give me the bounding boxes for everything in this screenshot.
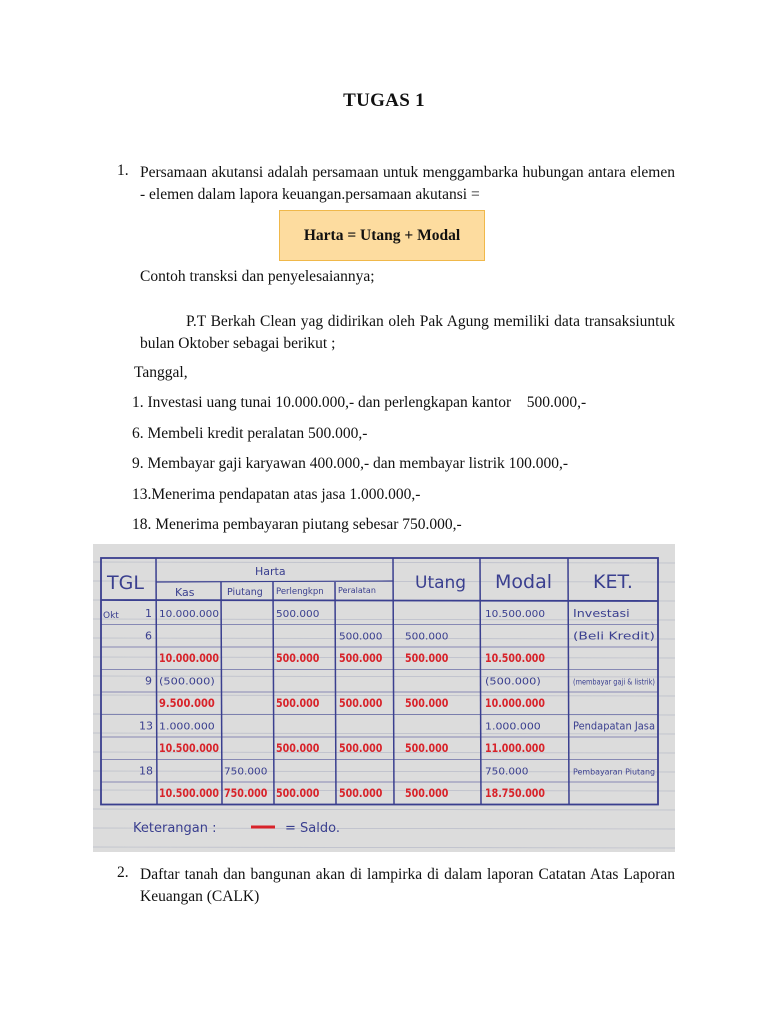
cell-peralatan: 500.000 — [339, 651, 383, 665]
cell-modal: 10.500.000 — [485, 651, 545, 665]
cell-utang: 500.000 — [405, 651, 449, 665]
header-utang: Utang — [415, 573, 467, 593]
cell-perlengkapan: 500.000 — [276, 741, 320, 755]
cell-tgl: 13 — [139, 719, 153, 733]
header-piutang: Piutang — [227, 587, 263, 598]
cell-peralatan: 500.000 — [339, 696, 383, 710]
header-line — [101, 600, 658, 601]
cell-modal: 18.750.000 — [485, 786, 545, 800]
cell-tgl: 6 — [145, 629, 152, 643]
date-label: Tanggal, — [134, 364, 188, 381]
cell-piutang: 750.000 — [224, 786, 268, 800]
cell-ket: Pembayaran Piutang — [573, 767, 656, 777]
header-tgl: TGL — [107, 572, 144, 594]
cell-modal: (500.000) — [485, 676, 541, 688]
transaction-6: 6. Membeli kredit peralatan 500.000,- — [132, 425, 368, 442]
cell-perlengkapan: 500.000 — [276, 696, 320, 710]
header-perlengkapan: Perlengkpn — [276, 587, 324, 597]
example-intro: Contoh transksi dan penyelesaiannya; — [140, 268, 375, 285]
cell-tgl: 18 — [139, 764, 153, 778]
cell-modal: 10.500.000 — [485, 609, 545, 620]
cell-tgl: 9 — [145, 674, 152, 688]
paper-rule-line — [93, 809, 675, 810]
transaction-9: 9. Membayar gaji karyawan 400.000,- dan membayar listrik 100.000,- — [132, 455, 569, 472]
cell-kas: 10.000.000 — [159, 651, 219, 665]
cell-utang: 500.000 — [405, 631, 449, 643]
cell-kas: 9.500.000 — [159, 696, 215, 710]
page-title: TUGAS 1 — [343, 90, 425, 111]
item-1-text: Persamaan akutansi adalah persamaan untuk menggambarka hubungan antara elemen - elemen dalam lapora keuangan.persamaan akutansi = — [140, 164, 675, 203]
column-line — [273, 582, 274, 805]
item-2-text: Daftar tanah dan bangunan akan di lampirka di dalam laporan Catatan Atas Laporan Keuangan (CALK) — [140, 866, 675, 905]
handwritten-table-photo — [93, 544, 675, 852]
cell-kas: 1.000.000 — [159, 721, 215, 733]
cell-perlengkapan: 500.000 — [276, 786, 320, 800]
header-kas: Kas — [175, 586, 195, 599]
item-2-number: 2. — [117, 864, 129, 881]
cell-peralatan: 500.000 — [339, 631, 383, 643]
cell-piutang: 750.000 — [224, 766, 268, 778]
transaction-18: 18. Menerima pembayaran piutang sebesar 750.000,- — [132, 516, 462, 533]
header-peralatan: Peralatan — [338, 586, 376, 595]
cell-ket: Pendapatan Jasa — [573, 720, 655, 733]
cell-kas: 10.000.000 — [159, 609, 219, 620]
cell-tgl: 1 — [145, 607, 152, 620]
header-modal: Modal — [495, 571, 552, 593]
cell-peralatan: 500.000 — [339, 741, 383, 755]
cell-perlengkapan: 500.000 — [276, 609, 320, 620]
cell-ket: (Beli Kredit) — [573, 630, 655, 643]
cell-utang: 500.000 — [405, 741, 449, 755]
cell-utang: 500.000 — [405, 696, 449, 710]
column-line — [335, 582, 336, 805]
column-line — [480, 558, 481, 805]
cell-modal: 10.000.000 — [485, 696, 545, 710]
column-line — [156, 558, 157, 805]
cell-modal: 750.000 — [485, 766, 529, 778]
legend-label: Keterangan : — [133, 821, 217, 836]
header-ket: KET. — [593, 571, 633, 593]
transaction-13: 13.Menerima pendapatan atas jasa 1.000.000,- — [132, 486, 421, 503]
paper-rule-line — [93, 562, 675, 563]
handwritten-table — [93, 544, 675, 852]
paper-rule-line — [93, 733, 675, 734]
cell-peralatan: 500.000 — [339, 786, 383, 800]
legend-text: = Saldo. — [285, 821, 340, 836]
column-line — [393, 558, 394, 805]
transaction-1: 1. Investasi uang tunai 10.000.000,- dan perlengkapan kantor 500.000,- — [132, 394, 587, 411]
cell-ket: (membayar gaji & listrik) — [573, 677, 656, 687]
paper-rule-line — [93, 847, 675, 848]
cell-utang: 500.000 — [405, 786, 449, 800]
header-harta: Harta — [255, 565, 286, 578]
month-label: Okt — [103, 611, 119, 621]
cell-kas: (500.000) — [159, 676, 215, 688]
cell-kas: 10.500.000 — [159, 786, 219, 800]
item-1-number: 1. — [117, 162, 129, 179]
cell-modal: 11.000.000 — [485, 741, 545, 755]
column-line — [221, 582, 222, 805]
cell-ket: Investasi — [573, 608, 630, 620]
company-text: P.T Berkah Clean yag didirikan oleh Pak Agung memiliki data transaksiuntuk bulan Oktober sebagai berikut ; — [140, 313, 675, 352]
cell-perlengkapan: 500.000 — [276, 651, 320, 665]
equation-box — [279, 210, 485, 261]
cell-modal: 1.000.000 — [485, 721, 541, 733]
column-line — [568, 558, 569, 805]
equation-text: Harta = Utang + Modal — [303, 226, 461, 244]
cell-kas: 10.500.000 — [159, 741, 219, 755]
